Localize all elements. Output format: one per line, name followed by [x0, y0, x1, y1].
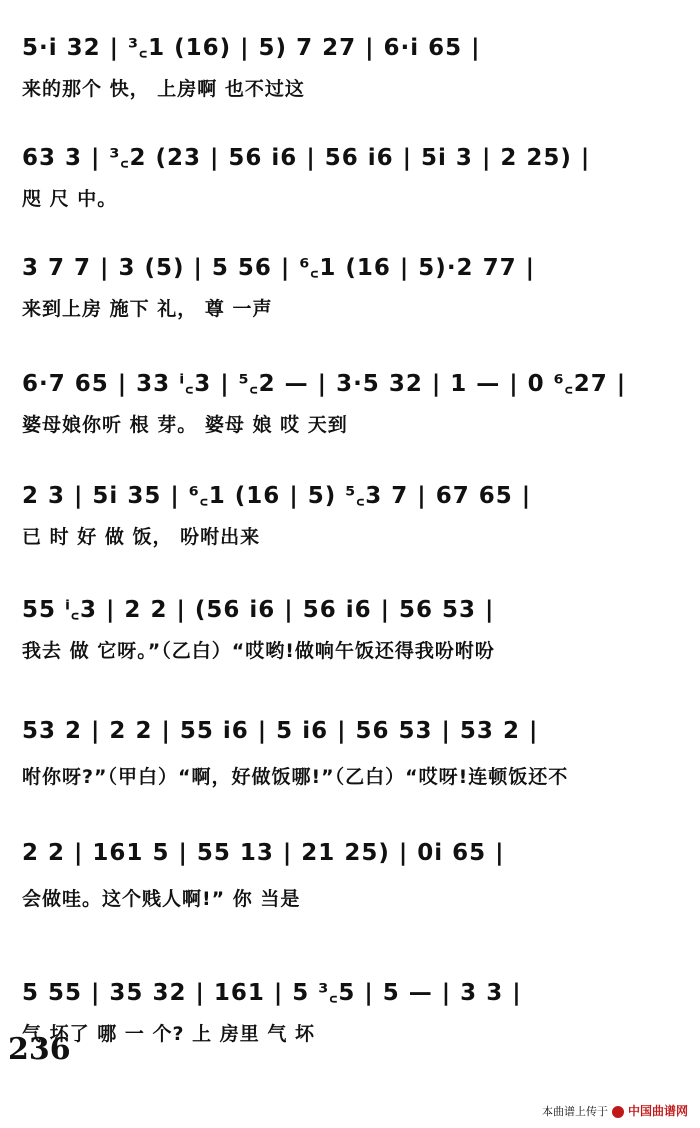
- lyrics-line: 来的那个 快， 上房啊 也不过这: [22, 78, 305, 100]
- lyrics-line: 来到上房 施下 礼， 尊 一声: [22, 298, 273, 320]
- notation-line: 55 ⁱ꜀3 | 2 2 | (56 i6 | 56 i6 | 56 53 |: [22, 597, 495, 623]
- system-4: [0, 366, 700, 466]
- page-number: 236: [8, 1032, 71, 1067]
- footer-site-name: 中国曲谱网: [627, 1104, 688, 1118]
- system-1: [0, 30, 700, 130]
- notation-line: 2 3 | 5i 35 | ⁶꜀1 (16 | 5) ⁵꜀3 7 | 67 65 |: [22, 483, 532, 509]
- footer-text: 本曲谱上传于: [541, 1105, 608, 1118]
- notation-line: 5 55 | 35 32 | 161 | 5 ³꜀5 | 5 — | 3 3 |: [22, 980, 522, 1006]
- lyrics-line: 会做哇。这个贱人啊!” 你 当是: [22, 888, 301, 910]
- system-3: [0, 250, 700, 350]
- notation-line: 53 2 | 2 2 | 55 i6 | 5 i6 | 56 53 | 53 2 |: [22, 718, 539, 744]
- footer-watermark: [542, 1102, 688, 1119]
- notation-line: 63 3 | ³꜀2 (23 | 56 i6 | 56 i6 | 5i 3 | 2 25) |: [22, 145, 591, 171]
- lyrics-line: 气 坏了 哪 一 个? 上 房里 气 坏: [22, 1023, 315, 1045]
- notation-line: 3 7 7 | 3 (5) | 5 56 | ⁶꜀1 (16 | 5)·2 77 |: [22, 255, 535, 281]
- system-5: [0, 478, 700, 578]
- notation-line: 6·7 65 | 33 ⁱ꜀3 | ⁵꜀2 — | 3·5 32 | 1 — | 0 ⁶꜀27 |: [22, 371, 627, 397]
- system-6: [0, 592, 700, 692]
- lyrics-line: 咫 尺 中。: [22, 188, 118, 210]
- system-9: [0, 975, 700, 1075]
- notation-line: 2 2 | 161 5 | 55 13 | 21 25) | 0i 65 |: [22, 840, 505, 866]
- system-2: [0, 140, 700, 240]
- lyrics-line: 已 时 好 做 饭， 吩咐出来: [22, 526, 261, 548]
- notation-line: 5·i 32 | ³꜀1 (16) | 5) 7 27 | 6·i 65 |: [22, 35, 481, 61]
- lyrics-line: 咐你呀?”（甲白）“啊，好做饭哪!”（乙白）“哎呀!连顿饭还不: [22, 766, 569, 788]
- lyrics-line: 婆母娘你听 根 芽。 婆母 娘 哎 天到: [22, 414, 348, 436]
- site-logo-icon: [612, 1106, 624, 1118]
- system-8: [0, 840, 700, 940]
- lyrics-line: 我去 做 它呀。”（乙白）“哎哟!做响午饭还得我吩咐吩: [22, 640, 495, 662]
- system-7: [0, 718, 700, 818]
